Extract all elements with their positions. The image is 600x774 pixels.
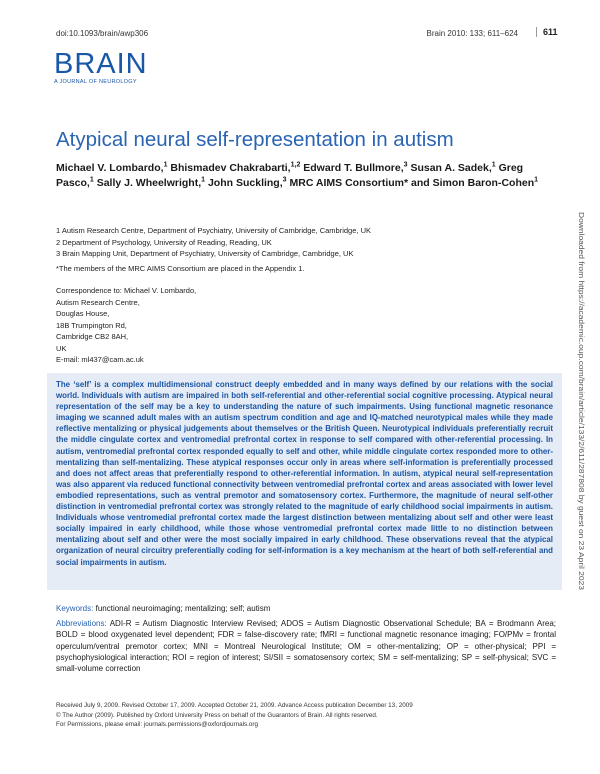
abbreviations	[56, 618, 556, 674]
author-name: Bhismadev Chakrabarti,	[170, 162, 291, 174]
author-name: John Suckling,	[207, 176, 283, 189]
keywords-text: functional neuroimaging; mentalizing; self; autism	[95, 604, 271, 613]
affiliation-1: 1 Autism Research Centre, Department of Psychiatry, University of Cambridge, Cambridge, UK	[56, 226, 371, 235]
keywords	[56, 604, 556, 613]
author-affiliation-mark: 1,2	[290, 161, 301, 169]
author-name: Michael V. Lombardo,	[56, 162, 164, 174]
correspondence-line: 18B Trumpington Rd,	[56, 320, 127, 330]
author-affiliation-mark: 3	[403, 161, 408, 169]
abstract-text: The ‘self’ is a complex multidimensional construct deeply embedded and in many ways defined by our relations with the social world. Individuals with autism are impaired in both self-referential and other-referential social cognitive processing. Atypical neural representation of the self may be a key to understanding the nature of such impairments. Using functional magnetic resonance imaging we scanned adult males with an autism spectrum condition and age and IQ-matched neurotypical males while they made reflective mentalizing or physical judgements about themselves or the British Queen. Neurotypical individuals preferentially recruit the middle cingulate cortex and ventromedial prefrontal cortex in response to self compared with other-referential processing. In autism, ventromedial prefrontal cortex responded equally to self and other, while middle cingulate cortex responded more to other-mentalizing than self-mentalizing. These atypical responses occur only in areas where self-information is preferentially processed and does not affect areas that preferentially respond to other-referential information. In autism, atypical neural self-representation was also apparent via reduced functional connectivity between ventromedial prefrontal cortex and areas associated with lower level embodied representations, such as ventral premotor and somatosensory cortex. Furthermore, the magnitude of neural self-other distinction in ventromedial prefrontal cortex was strongly related to the magnitude of early childhood social impairments in autism. Individuals whose ventromedial prefrontal cortex made the largest distinction between mentalizing about self and other were least socially impaired in early childhood, while those whose ventromedial prefrontal cortex made little to no distinction between mentalizing about self and other were the most socially impaired in early childhood. These observations reveal that the atypical organization of neural circuitry preferentially coding for self-information is a key mechanism at the heart of both self-referential and social impairments in autism.	[56, 380, 553, 567]
correspondence-line: Douglas House,	[56, 309, 110, 318]
correspondence-line: Autism Research Centre,	[56, 297, 140, 307]
footer-notes	[56, 701, 413, 730]
author-affiliation-mark: 1	[491, 161, 496, 169]
abbreviations-text: ADI-R = Autism Diagnostic Interview Revised; ADOS = Autism Diagnostic Observational Schedule; BA = Brodmann Area; BOLD = blood oxygenated level dependent; FDR = false-discovery rate; fMRI = functional magnetic resonance imaging; FO/PMv = frontal operculum/ventral premotor cortex; MNI = Montreal Neurological Institute; OM = other-mentalizing; OP = other-physical; PPI = psychophysiological interaction; ROI = region of interest; SI/SII = somatosensory cortex; SM = self-mentalizing; SP = self-physical; SVC = small-volume correction	[56, 619, 557, 674]
author-affiliation-mark: 1	[163, 161, 168, 169]
author-name: MRC AIMS Consortium* and	[289, 176, 430, 189]
download-watermark	[566, 212, 586, 592]
article-title: Atypical neural self-representation in autism	[56, 128, 454, 151]
author-name: Simon Baron-Cohen	[432, 176, 535, 189]
author-list	[56, 161, 551, 190]
correspondence-email: E-mail: ml437@cam.ac.uk	[56, 355, 144, 364]
author-affiliation-mark: 1	[201, 176, 206, 183]
correspondence-block	[56, 285, 196, 366]
footer-received: Received July 9, 2009. Revised October 17, 2009. Accepted October 21, 2009. Advance Access publication December 13, 2009	[56, 702, 413, 709]
affiliation-2: 2 Department of Psychology, University of Reading, Reading, UK	[56, 238, 272, 247]
footer-permissions: For Permissions, please email: journals.permissions@oxfordjournals.org	[56, 721, 259, 728]
author-name: Edward T. Bullmore,	[303, 162, 404, 174]
page-number: 611	[536, 27, 558, 37]
download-watermark-text: Downloaded from https://academic.oup.com/brain/article/133/2/611/287808 by guest on 23 April 2023	[577, 212, 586, 553]
journal-subtitle: A JOURNAL OF NEUROLOGY	[54, 79, 137, 85]
correspondence-line: UK	[56, 343, 67, 353]
affiliation-3: 3 Brain Mapping Unit, Department of Psychiatry, University of Cambridge, Cambridge, UK	[56, 249, 354, 258]
author-affiliation-mark: 1	[534, 176, 539, 183]
keywords-label: Keywords:	[56, 604, 94, 613]
correspondence-line: Correspondence to: Michael V. Lombardo,	[56, 286, 197, 295]
journal-citation: Brain 2010: 133; 611–624	[426, 29, 518, 38]
author-affiliation-mark: 3	[282, 176, 287, 183]
author-name: Sally J. Wheelwright,	[96, 176, 202, 189]
consortium-note: *The members of the MRC AIMS Consortium are placed in the Appendix 1.	[56, 264, 305, 273]
journal-name: BRAIN	[54, 48, 148, 80]
author-affiliation-mark: 1	[89, 176, 94, 183]
correspondence-line: Cambridge CB2 8AH,	[56, 332, 129, 341]
footer-copyright: © The Author (2009). Published by Oxford University Press on behalf of the Guarantors of Brain. All rights reserved.	[56, 711, 378, 719]
author-name: Susan A. Sadek,	[410, 162, 492, 174]
journal-logo	[54, 50, 154, 85]
doi-line: doi:10.1093/brain/awp306	[56, 29, 149, 38]
abbreviations-label: Abbreviations:	[56, 619, 107, 628]
author-name: Greg Pasco,	[56, 162, 524, 189]
